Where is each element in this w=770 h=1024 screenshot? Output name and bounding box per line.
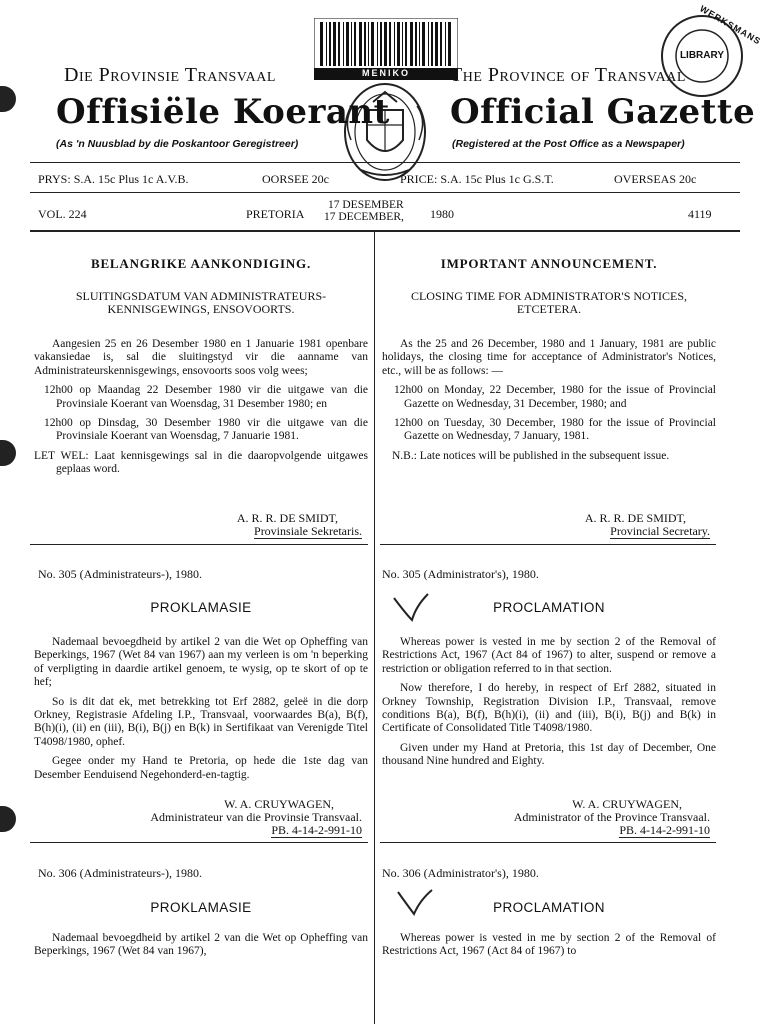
notice306-eng-number: No. 306 (Administrator's), 1980. bbox=[382, 866, 539, 880]
punch-hole-top bbox=[0, 86, 16, 112]
announcement-eng-p1: As the 25 and 26 December, 1980 and 1 January, 1981 are public holidays, the closing time for acceptance of Administrator's Notices, etc., will be as follows: — bbox=[382, 338, 716, 377]
section-rule-1-left bbox=[30, 544, 368, 545]
notice306-afr-number: No. 306 (Administrateurs-), 1980. bbox=[38, 866, 202, 880]
punch-hole-bottom bbox=[0, 806, 16, 832]
section-rule-2-right bbox=[380, 842, 716, 843]
announcement-afr-sign-title: Provinsiale Sekretaris. bbox=[254, 524, 362, 538]
announcement-eng-body bbox=[382, 338, 716, 463]
afr-price: PRYS: S.A. 15c Plus 1c A.V.B. bbox=[38, 172, 189, 186]
notice305-afr-sign-title: Administrateur van die Provinsie Transvaal. bbox=[150, 810, 362, 824]
announcement-eng-p2: 12h00 on Monday, 22 December, 1980 for the issue of Provincial Gazette on Wednesday, 31 December, 1980; and bbox=[394, 384, 716, 410]
notice305-eng-heading: PROCLAMATION bbox=[493, 600, 605, 615]
afr-overseas: OORSEE 20c bbox=[262, 172, 329, 186]
announcement-afr-heading: BELANGRIKE AANKONDIGING. bbox=[90, 256, 311, 271]
masthead-afr-sub: (As 'n Nuusblad by die Poskantoor Geregistreer) bbox=[56, 138, 299, 150]
notice305-afr-sign-name: W. A. CRUYWAGEN, bbox=[224, 797, 334, 811]
notice305-afr-number: No. 305 (Administrateurs-), 1980. bbox=[38, 567, 202, 581]
notice305-afr-body bbox=[34, 636, 368, 788]
announcement-afr-subheading: SLUITINGSDATUM VAN ADMINISTRATEURS-KENNISGEWINGS, ENSOVOORTS. bbox=[75, 289, 327, 317]
notice305-eng-sign-name: W. A. CRUYWAGEN, bbox=[572, 797, 682, 811]
barcode-text: MENIKO bbox=[362, 68, 410, 78]
price-bottom-rule bbox=[30, 192, 740, 193]
volume: VOL. 224 bbox=[38, 207, 87, 221]
masthead-afr-title: Die Provinsie Transvaal bbox=[64, 64, 276, 86]
eng-overseas: OVERSEAS 20c bbox=[614, 172, 697, 186]
announcement-eng-subheading: CLOSING TIME FOR ADMINISTRATOR'S NOTICES, ETCETERA. bbox=[410, 289, 688, 317]
announcement-afr-p2: 12h00 op Maandag 22 Desember 1980 vir die uitgawe van die Provinsiale Koerant van Woensdag, 31 Desember 1980; en bbox=[44, 384, 368, 410]
notice306-afr-body bbox=[34, 932, 368, 965]
issue-date-afr: 17 DESEMBER bbox=[328, 199, 404, 211]
announcement-afr-signature bbox=[34, 512, 362, 539]
barcode-label bbox=[314, 18, 458, 80]
notice305-eng-sign-title: Administrator of the Province Transvaal. bbox=[513, 810, 710, 824]
issue-year: 1980 bbox=[430, 207, 454, 221]
stamp-ring-text: WERKSMANS bbox=[698, 3, 763, 47]
masthead-eng-name: Official Gazette bbox=[450, 92, 756, 132]
announcement-afr-sign-name: A. R. R. DE SMIDT, bbox=[236, 511, 338, 525]
announcement-eng-sign-title: Provincial Secretary. bbox=[610, 524, 710, 538]
notice305-eng-body bbox=[382, 636, 716, 775]
notice306-eng-p1: Whereas power is vested in me by section 2 of the Removal of Restrictions Act, 1967 (Act 84 of 1967) to bbox=[382, 932, 716, 958]
notice305-afr-signature bbox=[34, 798, 362, 838]
announcement-afr-body bbox=[34, 338, 368, 477]
announcement-afr-p4: LET WEL: Laat kennisgewings sal in die daaropvolgende uitgawes geplaas word. bbox=[34, 449, 368, 476]
masthead-eng-sub: (Registered at the Post Office as a Newspaper) bbox=[452, 138, 685, 150]
stamp-center-text: LIBRARY bbox=[679, 50, 725, 61]
punch-hole-middle bbox=[0, 440, 16, 466]
announcement-eng-heading: IMPORTANT ANNOUNCEMENT. bbox=[440, 256, 658, 271]
notice305-eng-ref: PB. 4-14-2-991-10 bbox=[619, 823, 710, 837]
masthead-afr-name: Offisiële Koerant bbox=[56, 92, 390, 132]
announcement-eng-sign-name: A. R. R. DE SMIDT, bbox=[584, 511, 686, 525]
notice305-afr-p2: So is dit dat ek, met betrekking tot Erf 2882, geleë in die dorp Orkney, Registrasie Afdeling I.P., Transvaal, voorwaardes B(a), B(f), B(h)(i), (ii) en (iii), B(i), B(j) en B(k) in Sertifikaat van Verenigde Titel T4098/1980, ophef. bbox=[34, 695, 368, 748]
notice306-eng-heading: PROCLAMATION bbox=[493, 900, 605, 915]
eng-price: PRICE: S.A. 15c Plus 1c G.S.T. bbox=[400, 172, 554, 186]
notice305-eng-p3: Given under my Hand at Pretoria, this 1st day of December, One thousand Nine hundred and Eighty. bbox=[382, 741, 716, 768]
issue-date-eng: 17 DECEMBER, bbox=[324, 211, 404, 223]
section-rule-2-left bbox=[30, 842, 368, 843]
announcement-eng-signature bbox=[382, 512, 710, 539]
issue-place: PRETORIA bbox=[246, 207, 305, 221]
notice305-eng-p1: Whereas power is vested in me by section 2 of the Removal of Restrictions Act, 1967 (Act 84 of 1967) to alter, suspend or remove a restriction or obligation referred to in that section. bbox=[382, 636, 716, 675]
announcement-afr-p1: Aangesien 25 en 26 Desember 1980 en 1 Januarie 1981 openbare vakansiedae is, sal die sluitingstyd vir die aanname van Administrateurskennisgewings, ensovoorts soos volg wees; bbox=[34, 338, 368, 377]
notice305-afr-p3: Gegee onder my Hand te Pretoria, op hede die 1ste dag van Desember Eenduisend Negehonderd-en-tagtig. bbox=[34, 755, 368, 781]
notice305-afr-heading: PROKLAMASIE bbox=[150, 600, 252, 615]
announcement-afr-p3: 12h00 op Dinsdag, 30 Desember 1980 vir die uitgawe van die Provinsiale Koerant van Woensdag, 7 Januarie 1981. bbox=[44, 417, 368, 443]
price-top-rule bbox=[30, 162, 740, 163]
notice305-eng-p2: Now therefore, I do hereby, in respect of Erf 2882, situated in Orkney Township, Registration Division I.P., Transvaal, remove conditions B(a), B(f), B(h)(i), (ii) and (iii), B(i), B(j) and B(k) in Certificate of Consolidated Title T4098/1980. bbox=[382, 682, 716, 735]
notice306-afr-heading: PROKLAMASIE bbox=[150, 900, 252, 915]
issue-number: 4119 bbox=[688, 207, 712, 221]
notice305-eng-signature bbox=[382, 798, 710, 838]
announcement-eng-p4: N.B.: Late notices will be published in the subsequent issue. bbox=[392, 449, 670, 462]
notice306-afr-p1: Nademaal bevoegdheid by artikel 2 van die Wet op Opheffing van Beperkings, 1967 (Wet 84 van 1967), bbox=[34, 932, 368, 958]
masthead-eng-title: The Province of Transvaal bbox=[450, 64, 686, 86]
column-divider bbox=[374, 232, 375, 1024]
notice305-afr-ref: PB. 4-14-2-991-10 bbox=[271, 823, 362, 837]
notice305-afr-p1: Nademaal bevoegdheid by artikel 2 van die Wet op Opheffing van Beperkings, 1967 (Wet 84 van 1967) aan my verleen is om 'n beperking of verpligting in daardie artikel genoem, te wysig, op te skort of op te hef; bbox=[34, 636, 368, 689]
notice305-eng-number: No. 305 (Administrator's), 1980. bbox=[382, 567, 539, 581]
announcement-eng-p3: 12h00 on Tuesday, 30 December, 1980 for the issue of Provincial Gazette on Wednesday, 7 January, 1981. bbox=[394, 417, 716, 443]
notice306-eng-body bbox=[382, 932, 716, 965]
issue-bottom-rule bbox=[30, 230, 740, 232]
section-rule-1-right bbox=[380, 544, 716, 545]
